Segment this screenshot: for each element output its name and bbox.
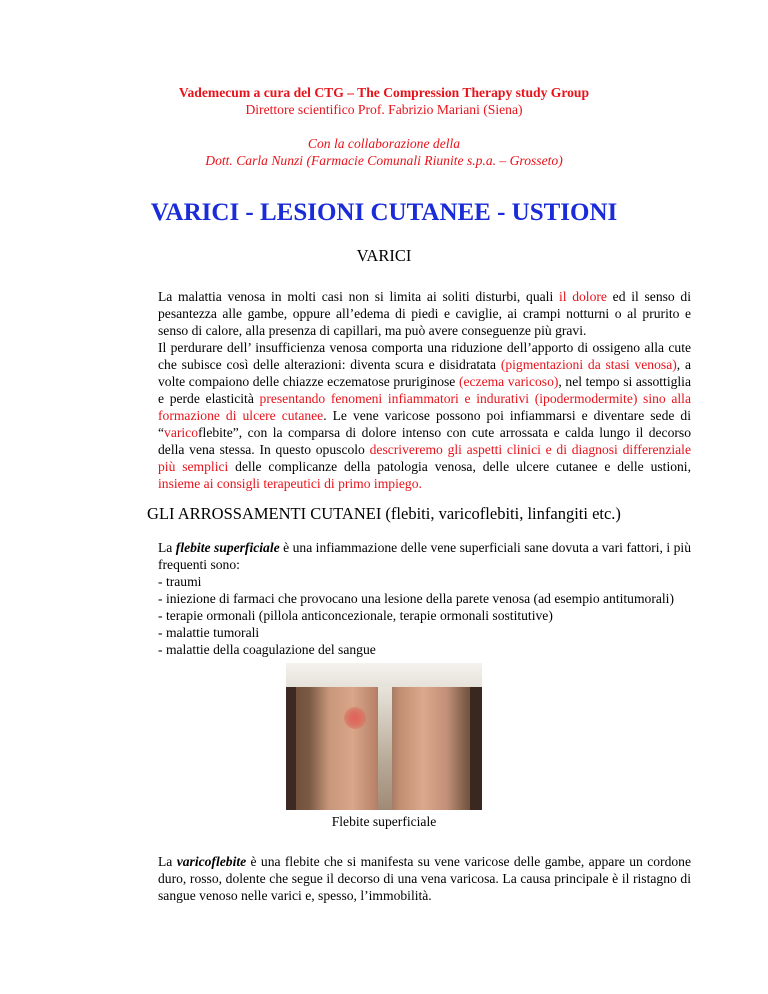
list-item: - malattie della coagulazione del sangue xyxy=(158,641,691,658)
list-item: - terapie ormonali (pillola anticoncezionale, terapie ormonali sostitutive) xyxy=(158,607,691,624)
header-line-4: Dott. Carla Nunzi (Farmacie Comunali Riunite s.p.a. – Grosseto) xyxy=(205,153,563,168)
section-heading-arrossamenti: GLI ARROSSAMENTI CUTANEI (flebiti, varicoflebiti, linfangiti etc.) xyxy=(147,504,621,523)
paragraph-varicoflebite: La varicoflebite è una flebite che si manifesta su vene varicose delle gambe, appare un cordone duro, rosso, dolente che segue il decorso di una vena varicosa. La causa principale è il ristagno di sangue venoso nelle varici e, spesso, l’immobilità. xyxy=(158,854,691,903)
list-item: - malattie tumorali xyxy=(158,624,691,641)
list-item: - traumi xyxy=(158,573,691,590)
header-line-1: Vademecum a cura del CTG – The Compression Therapy study Group xyxy=(178,85,590,100)
flebite-photo xyxy=(286,663,482,810)
paragraph-1: La malattia venosa in molti casi non si limita ai soliti disturbi, quali il dolore ed il senso di pesantezza alle gambe, oppure all’edema di piedi e caviglie, ai crampi notturni o al prurito e senso di calore, alla presenza di capillari, ma può avere conseguenze più gravi. xyxy=(158,289,692,338)
photo-caption: Flebite superficiale xyxy=(331,814,437,829)
paragraph-2: Il perdurare dell’ insufficienza venosa comporta una riduzione dell’apporto di ossigeno alla cute che subisce così delle alterazioni: diventa scura e disidratata (pigmentazioni da stasi venosa), a volte compaiono delle chiazze eczematose pruriginose (eczema varicoso), nel tempo si assottiglia e perde elasticità presentando fenomeni infiammatori e indurativi (ipodermodermite) sino alla formazione di ulcere cutanee. Le vene varicose possono poi infiammarsi e diventare sede di “varicoflebite”, con la comparsa di dolore intenso con cute arrossata e calda lungo il decorso della vena stessa. In questo opuscolo descriveremo gli aspetti clinici e di diagnosi differenziale più semplici delle complicanze della patologia venosa, delle ulcere cutanee e delle ustioni, insieme ai consigli terapeutici di primo impiego. xyxy=(158,340,691,491)
header-line-2: Direttore scientifico Prof. Fabrizio Mariani (Siena) xyxy=(245,102,523,117)
header-line-3: Con la collaborazione della xyxy=(307,136,461,151)
page-title: VARICI - LESIONI CUTANEE - USTIONI xyxy=(150,199,618,226)
photo-background xyxy=(286,663,482,687)
term-varicoflebite: varicoflebite xyxy=(176,854,247,869)
causes-list xyxy=(158,573,691,658)
photo-edge-left xyxy=(286,687,296,810)
photo-edge-right xyxy=(470,687,482,810)
list-item: - iniezione di farmaci che provocano una lesione della parete venosa (ad esempio antitumorali) xyxy=(158,590,691,607)
photo-inflamed-spot xyxy=(344,707,366,729)
term-flebite-superficiale: flebite superficiale xyxy=(175,540,280,555)
section-varici-body xyxy=(158,288,691,492)
photo-leg-gap xyxy=(378,687,392,810)
varicoflebite-paragraph xyxy=(158,853,691,904)
flebite-intro: La flebite superficiale è una infiammazione delle vene superficiali sane dovuta a vari fattori, i più frequenti sono: xyxy=(158,540,691,572)
section-arrossamenti-body xyxy=(158,539,691,658)
section-heading-varici: VARICI xyxy=(356,246,412,265)
